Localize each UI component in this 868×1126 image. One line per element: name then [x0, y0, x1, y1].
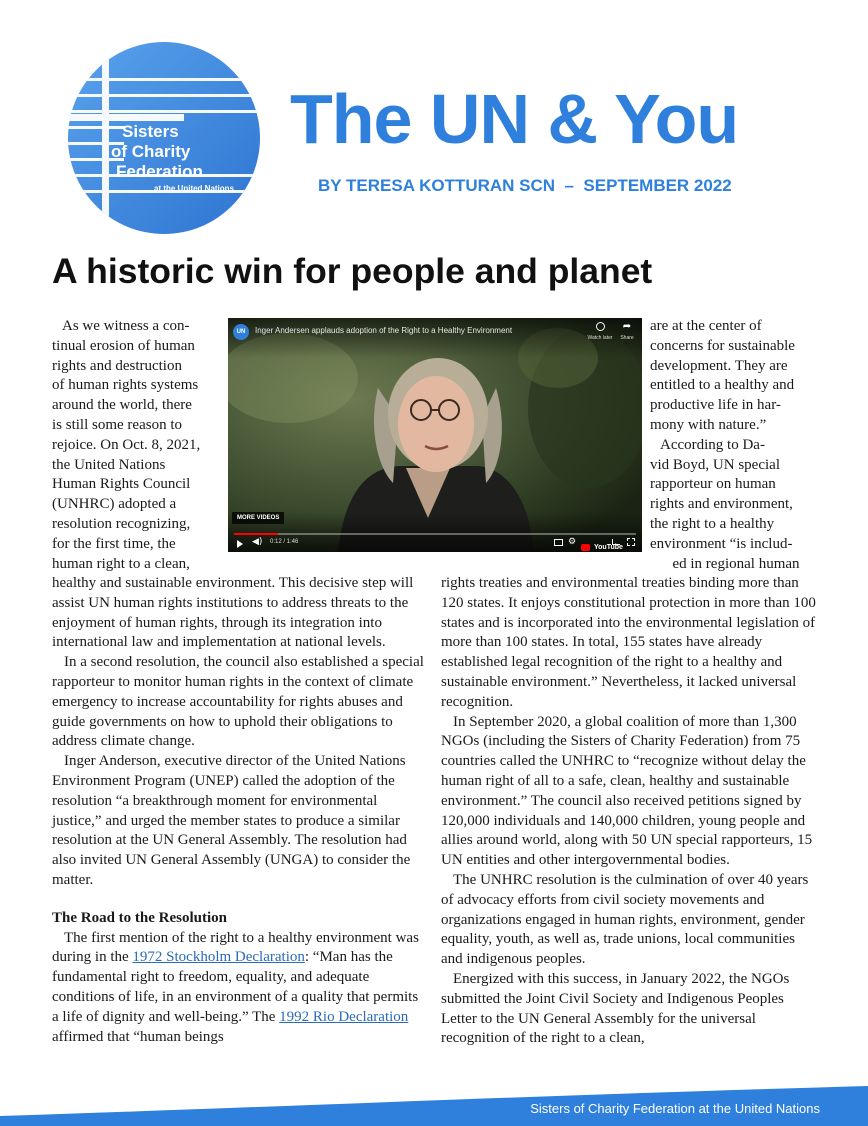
footer-text: Sisters of Charity Federation at the United Nations [530, 1101, 820, 1116]
section-heading: The Road to the Resolution [52, 909, 228, 926]
text-line: the United Nations [52, 456, 166, 473]
paragraph: The UNHRC resolution is the culmination of over 40 years of advocacy efforts from civil society movements and organizations engaged in human rights, environment, gender equality, youth, as well as, trade unions, local communities and indigenous peoples. [441, 871, 809, 968]
stockholm-declaration-link[interactable]: 1972 Stockholm Declaration [132, 949, 305, 966]
play-icon[interactable] [237, 540, 243, 548]
text-line: development. They are [650, 357, 788, 374]
paragraph: In a second resolution, the council also established a special rapporteur to monitor human rights in the context of climate emergency to increase accountability for rights abuses and guide governments on how to uphold their obligations to address climate change. [52, 654, 424, 750]
text-line: concerns for sustainable [650, 337, 795, 354]
article-headline: A historic win for people and planet [52, 251, 653, 291]
volume-icon[interactable]: ◀) [252, 537, 263, 547]
text-line: of human rights systems [52, 377, 199, 394]
left-column-bottom [52, 574, 426, 1047]
text-line: tinual erosion of human [52, 337, 195, 354]
paragraph: rights treaties and environmental treaties binding more than 120 states. It enjoys constitutional protection in more than 100 states and is incorporated into the environmental legislation of more than 100 states. In total, 155 states have already established legal recognition of the right to a healthy and sustainable environment.” Nevertheless, it lacked universal recognition. [441, 575, 816, 710]
text-line: are at the center of [650, 318, 762, 334]
video-time: 0:12 / 1:46 [270, 539, 299, 545]
share-button[interactable] [616, 322, 638, 341]
text-line: for the first time, the [52, 535, 176, 552]
logo-line1: Sisters [122, 122, 179, 141]
text-line: rights and destruction [52, 357, 182, 374]
logo-line3: Federation [116, 162, 203, 181]
text-line: rejoice. On Oct. 8, 2021, [52, 436, 201, 453]
paragraph: Inger Anderson, executive director of the United Nations Environment Program (UNEP) called the adoption of the resolution “a breakthrough moment for environmental justice,” and urged the member states to produce a similar resolution at the UN General Assembly. The resolution had also invited UN General Assembly (UNGA) to consider the matter. [52, 753, 411, 888]
text-line: human right to a clean, [52, 555, 190, 572]
text-line: productive life in har- [650, 397, 781, 414]
cast-icon[interactable] [612, 539, 620, 545]
logo-line2: of Charity [111, 142, 191, 161]
share-label: Share [620, 335, 634, 341]
text-line: the right to a healthy [650, 515, 775, 532]
channel-badge[interactable]: UN [233, 324, 249, 340]
right-column-bottom [441, 574, 819, 1049]
text-span: affirmed that “human beings [52, 1028, 224, 1045]
masthead-title: The UN & You [290, 80, 739, 158]
text-line: rapporteur on human [650, 476, 776, 493]
text-line: around the world, there [52, 397, 192, 414]
paragraph [52, 929, 426, 1048]
text-span: The first mention of the right to a healthy environment was during in the [52, 929, 419, 966]
text-line: vid Boyd, UN special [650, 456, 780, 473]
watch-later-label: Watch later [587, 335, 613, 341]
video-title[interactable]: Inger Andersen applauds adoption of the Right to a Healthy Environment [255, 326, 513, 335]
text-span: : “Man has the fundamental right to freedom, equality, and adequate conditions of life, in an environment of a quality that permits a life of dignity and well-being.” The [52, 949, 419, 1025]
text-line: resolution recognizing, [52, 515, 191, 532]
paragraph: Energized with this success, in January 2022, the NGOs submitted the Joint Civil Society and Indigenous Peoples Letter to the UN General Assembly for the universal recognition of the right to a clean, [441, 970, 790, 1047]
share-icon: ➦ [622, 321, 632, 332]
paragraph: In September 2020, a global coalition of more than 1,300 NGOs (including the Sisters of Charity Federation) from 75 countries called the UNHRC to “recognize without delay the human right of all to a safe, clean, healthy and sustainable environment.” The council also received petitions signed by 120,000 individuals and 140,000 children, young people and allies around world, along with 50 UN special rapporteurs, 15 UN entities and other intergovernmental bodies. [441, 713, 813, 869]
text-line: is still some reason to [52, 416, 182, 433]
text-line: (UNHRC) adopted a [52, 496, 177, 513]
youtube-play-icon [581, 544, 590, 551]
left-column-top [52, 317, 224, 574]
subtitles-icon[interactable] [554, 539, 563, 546]
text-line: Human Rights Council [52, 476, 191, 493]
byline: BY TERESA KOTTURAN SCN – SEPTEMBER 2022 [318, 176, 732, 195]
clock-icon [596, 322, 605, 331]
text-line: According to Da- [660, 436, 765, 453]
text-line: ed in regional human [672, 555, 800, 572]
rio-declaration-link[interactable]: 1992 Rio Declaration [279, 1008, 409, 1025]
progress-track[interactable] [234, 533, 636, 535]
watch-later-button[interactable] [586, 322, 614, 341]
video-frame [228, 318, 642, 552]
paragraph: healthy and sustainable environment. This decisive step will assist UN human rights institutions to address threats to the enjoyment of human rights, through its integration into international law and implementation at national levels. [52, 575, 414, 651]
text-line: entitled to a healthy and [650, 377, 795, 394]
text-line: rights and environment, [650, 496, 793, 513]
more-videos-button[interactable]: MORE VIDEOS [232, 512, 284, 524]
logo-line4: at the United Nations [154, 184, 235, 193]
federation-logo [64, 38, 264, 238]
text-line: environment “is includ- [650, 535, 793, 552]
text-line: As we witness a con- [62, 318, 190, 334]
right-column-top [650, 317, 822, 574]
text-line: mony with nature.” [650, 416, 767, 433]
video-player[interactable] [228, 318, 642, 552]
youtube-label: YouTube [594, 543, 623, 551]
progress-fill [234, 533, 278, 535]
settings-icon[interactable]: ⚙ [568, 537, 577, 547]
fullscreen-icon[interactable] [627, 538, 635, 546]
